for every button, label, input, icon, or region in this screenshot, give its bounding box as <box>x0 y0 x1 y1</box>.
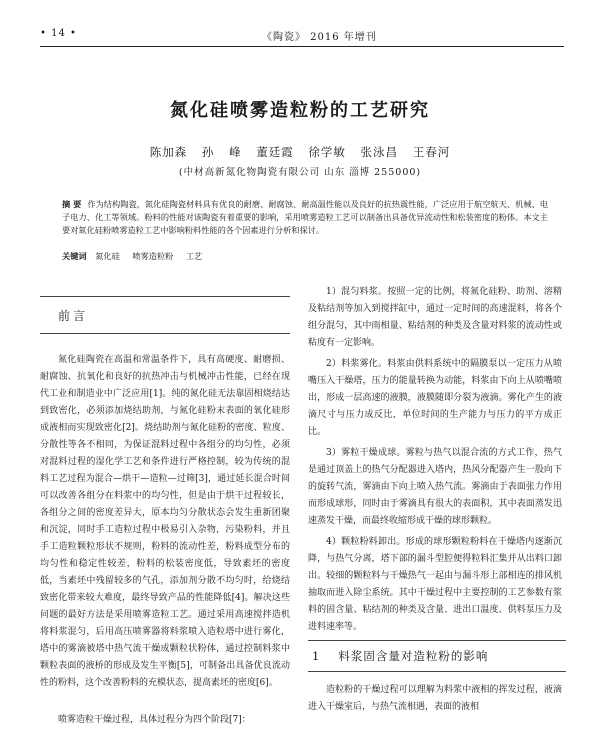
section-1-body <box>308 682 562 716</box>
step-drying-paragraph: 3）雾粒干燥成球。雾粒与热气以混合流的方式工作，热气是通过顶盖上的热气分配器进入塔内，热风分配器产生一股向下的旋转气流，雾滴由下向上喷入热气流。雾滴由于表面张力作用而形成球形，同时由于雾滴具有很大的表面积，其中表面蒸发迅速蒸发干燥，而最终收缩形成干燥的球形颗粒。 <box>308 448 562 526</box>
keyword-item: 氮化硅 <box>95 251 120 261</box>
abstract-text: 作为结构陶瓷，氮化硅陶瓷材料具有优良的耐磨、耐腐蚀、耐高温性能以及良好的抗热震性能，广泛应用于航空航天、机械、电子电力、化工等领域。粉料的性能对该陶瓷有着重要的影响，采用喷雾造粒工艺可以制备出具备优异流动性和松装密度的粉体。本文主要对氮化硅粉喷雾造粒工艺中影响粉料性能的各个因素进行分析和探讨。 <box>62 199 548 235</box>
section-1-heading <box>308 640 566 672</box>
step-mixing-paragraph: 1）混匀料浆。按照一定的比例，将氮化硅粉、助剂、溶精及粘结剂等加入到搅拌缸中，通过一定时间的高速混料，将各个组分混匀，其中雨相量、粘结剂的种类及含量对料浆的流动性或粘度有一定影响。 <box>308 287 562 348</box>
keywords <box>62 250 548 263</box>
section-1-paragraph: 造粒粉的干燥过程可以理解为料浆中液相的挥发过程，液滴进入干燥室后，与热气流相遇，表面的液相 <box>308 685 562 712</box>
step-discharge-paragraph: 4）颗粒粉料卸出。形成的球形颗粒粉料在干燥塔内逐渐沉降，与热气分离，塔下部的漏斗型腔便得粒料汇集并从出料口卸出。较细的颗粒料与干燥热气一起由与漏斗形上部相连的排风机抽取而进入除尘系统。其中干燥过程中主要控制的工艺参数有浆料的固含量、粘结剂的种类及含量、进出口温度、供料泵压力及进料速率等。 <box>308 537 562 632</box>
left-column <box>40 278 290 692</box>
affiliation: (中材高新氮化物陶瓷有限公司 山东 淄博 255000) <box>178 167 422 178</box>
journal-name: 《陶瓷》 2016 年增刊 <box>262 32 377 43</box>
header-rule <box>40 46 564 47</box>
keyword-item: 喷雾造粒粉 <box>132 251 174 261</box>
author-list: 陈加森 孙 峰 董廷霞 徐学敏 张泳昌 王春河 <box>149 145 451 159</box>
abstract-label: 摘 要 <box>62 199 82 209</box>
right-column <box>308 284 562 640</box>
keyword-item: 工艺 <box>185 251 203 261</box>
left-column-bottom <box>40 712 290 729</box>
keywords-label: 关键词 <box>62 251 87 261</box>
process-intro-paragraph: 喷雾造粒干燥过程，具体过程分为四个阶段[7]： <box>58 715 251 725</box>
step-atomizing-paragraph: 2）料浆雾化。料浆由供料系统中的隔膜泵以一定压力从喷嘴压入干燥塔，压力的能量转换为动能，料浆由下向上从喷嘴喷出，形成一层高速的液膜，液膜随即分裂为液滴。雾化产生的液滴尺寸与压力成反比，单位时间的生产能力与压力的平方成正比。 <box>308 359 562 437</box>
running-header <box>40 28 560 42</box>
preface-heading: 前言 <box>40 296 290 334</box>
abstract <box>62 198 548 237</box>
paper-title: 氮化硅喷雾造粒粉的工艺研究 <box>170 100 430 121</box>
section-number: 1 <box>312 649 321 663</box>
preface-paragraph: 氮化硅陶瓷在高温和常温条件下，具有高硬度、耐磨损、耐腐蚀、抗氧化和良好的抗热冲击与机械冲击性能，已经在现代工业和制造业中广泛应用[1]。纯的氮化硅无法靠固相烧结达到致密化，必须添加烧结助剂，与氮化硅粉末表面的氧化硅形成液相而实现致密化[2]。烧结助剂与氮化硅粉的密度、粒度、分散性等各不相同，为保证混料过程中各组分的均匀性，必须对混料过程的湿化学工艺和条件进行严格控制，较为传统的混料工艺过程为混合—烘干—造粒—过筛[3]，通过延长混合时间可以改善各组分在料浆中的均匀性，但是由于烘干过程较长，各组分之间的密度差异大，原本均匀分散状态会发生重新团聚和沉淀，同时手工造粒过程中极易引入杂物，污染粉料，并且手工造粒颗粒形状不规则，粉料的流动性差，粉料成型分布的均匀性和稳定性较差，粉料的松装密度低，导致素坯的密度低，当素坯中残留较多的气孔，添加剂分散不均匀时，给烧结致密化带来较大难度，最终导致产品的性能降低[4]。解决这些问题的最好方法是采用喷雾造粒工艺。通过采用高速搅拌造机将料浆混匀，后用高压喷雾器将料浆喷入造粒塔中进行雾化，塔中的雾滴被塔中热气流干燥成颗粒状粉体，通过控制料浆中颗粒表面的液桥的形成及发生平衡[5]，可制备出具备优良流动性的粉料，这个改善粉料的充模状态，提高素坯的密度[6]。 <box>40 355 290 688</box>
section-title: 料浆固含量对造粒粉的影响 <box>338 649 489 663</box>
page-number: • 14 • <box>40 28 77 39</box>
